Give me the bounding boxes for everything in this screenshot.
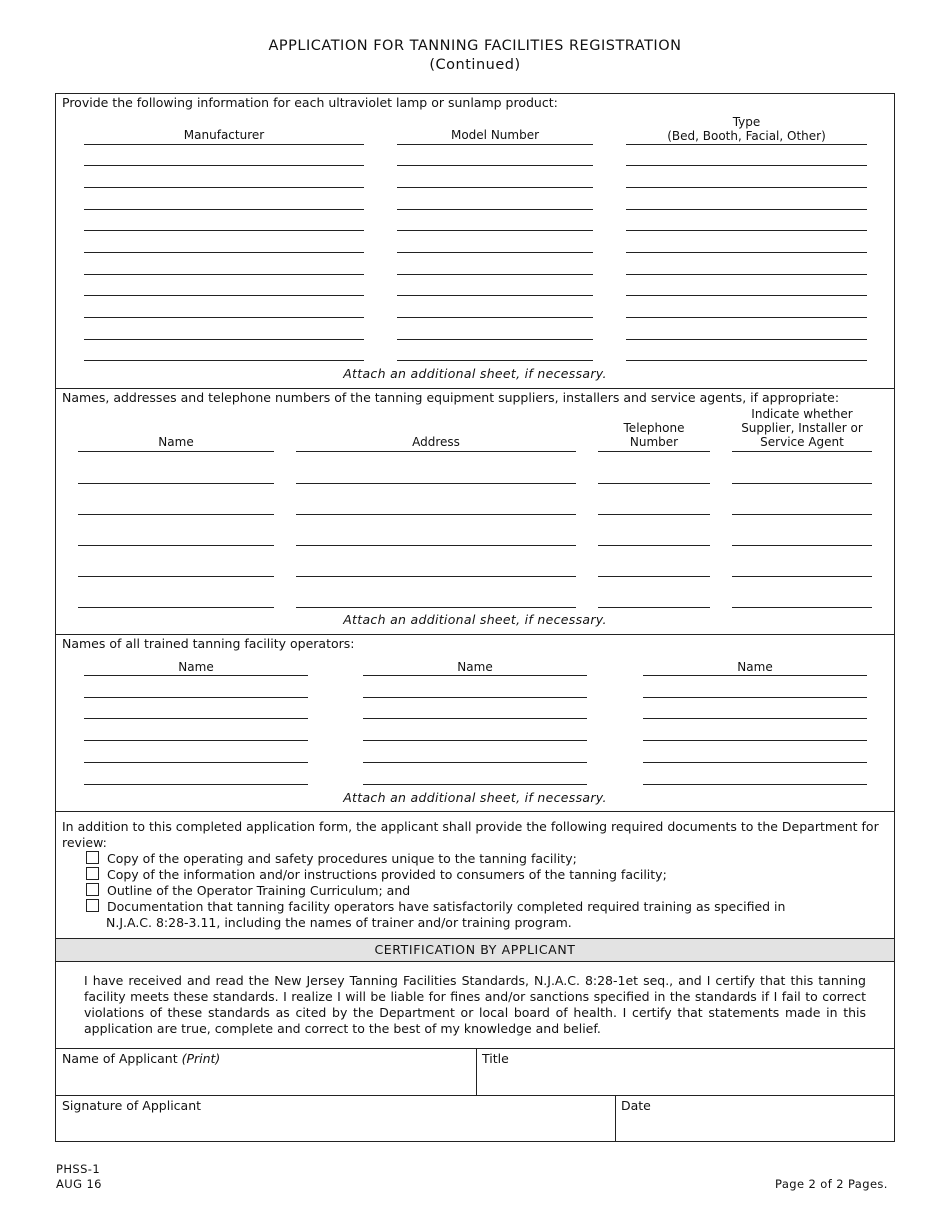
documents-section — [55, 811, 895, 939]
lamp-entry-line[interactable] — [626, 187, 867, 188]
supplier-attach-note: Attach an additional sheet, if necessary. — [343, 612, 607, 627]
operator-entry-line[interactable] — [84, 675, 308, 676]
operator-entry-line[interactable] — [363, 675, 587, 676]
document-item-continued: N.J.A.C. 8:28-3.11, including the names of trainer and/or training program. — [106, 915, 572, 930]
lamp-entry-line[interactable] — [626, 339, 867, 340]
document-item: Copy of the information and/or instructions provided to consumers of the tanning facility; — [86, 867, 667, 882]
title-label: Title — [482, 1051, 509, 1066]
col-role-line1: Indicate whether — [751, 407, 853, 421]
lamp-entry-line[interactable] — [397, 144, 593, 145]
lamp-entry-line[interactable] — [626, 252, 867, 253]
col-phone-line2: Number — [629, 435, 679, 449]
applicant-name-field[interactable] — [56, 1049, 477, 1096]
lamp-entry-line[interactable] — [626, 317, 867, 318]
documents-intro-line2: review: — [62, 835, 107, 850]
operator-entry-line[interactable] — [643, 718, 867, 719]
supplier-entry-line[interactable] — [732, 483, 872, 484]
lamp-attach-note: Attach an additional sheet, if necessary. — [343, 366, 607, 381]
col-supplier-name: Name — [158, 435, 194, 449]
operator-entry-line[interactable] — [643, 784, 867, 785]
lamp-entry-line[interactable] — [84, 209, 364, 210]
lamp-entry-line[interactable] — [397, 252, 593, 253]
supplier-entry-line[interactable] — [732, 545, 872, 546]
operator-entry-line[interactable] — [643, 697, 867, 698]
operator-entry-line[interactable] — [84, 697, 308, 698]
lamp-entry-line[interactable] — [84, 317, 364, 318]
lamp-entry-line[interactable] — [84, 252, 364, 253]
supplier-entry-line[interactable] — [296, 451, 576, 452]
operator-entry-line[interactable] — [363, 718, 587, 719]
form-subtitle: (Continued) — [429, 57, 521, 73]
col-supplier-address: Address — [412, 435, 460, 449]
supplier-entry-line[interactable] — [732, 576, 872, 577]
supplier-entry-line[interactable] — [296, 483, 576, 484]
operator-entry-line[interactable] — [643, 675, 867, 676]
applicant-name-label: Name of Applicant (Print) — [62, 1051, 221, 1066]
lamp-intro: Provide the following information for each ultraviolet lamp or sunlamp product: — [62, 95, 558, 110]
supplier-entry-line[interactable] — [296, 545, 576, 546]
col-manufacturer: Manufacturer — [183, 128, 265, 142]
date-label: Date — [621, 1098, 651, 1113]
operator-entry-line[interactable] — [84, 718, 308, 719]
supplier-entry-line[interactable] — [78, 576, 274, 577]
supplier-entry-line[interactable] — [598, 483, 710, 484]
lamp-entry-line[interactable] — [84, 339, 364, 340]
lamp-entry-line[interactable] — [84, 295, 364, 296]
supplier-entry-line[interactable] — [296, 576, 576, 577]
supplier-entry-line[interactable] — [296, 514, 576, 515]
document-checkbox[interactable] — [86, 867, 99, 880]
supplier-entry-line[interactable] — [598, 545, 710, 546]
supplier-entry-line[interactable] — [78, 545, 274, 546]
lamp-entry-line[interactable] — [626, 165, 867, 166]
name-title-row — [55, 1048, 895, 1096]
lamp-entry-line[interactable] — [397, 187, 593, 188]
col-type-line1: Type — [732, 115, 761, 129]
lamp-entry-line[interactable] — [626, 295, 867, 296]
signature-field[interactable] — [56, 1096, 616, 1141]
lamp-entry-line[interactable] — [626, 230, 867, 231]
supplier-entry-line[interactable] — [78, 451, 274, 452]
document-item: Copy of the operating and safety procedures unique to the tanning facility; — [86, 851, 577, 866]
supplier-entry-line[interactable] — [732, 514, 872, 515]
lamp-entry-line[interactable] — [397, 209, 593, 210]
documents-intro-line1: In addition to this completed application form, the applicant shall provide the following required documents to the Department for — [62, 819, 879, 834]
col-model-number: Model Number — [450, 128, 540, 142]
operator-attach-note: Attach an additional sheet, if necessary. — [343, 790, 607, 805]
signature-label: Signature of Applicant — [62, 1098, 202, 1113]
lamp-entry-line[interactable] — [84, 187, 364, 188]
supplier-entry-line[interactable] — [598, 514, 710, 515]
operator-entry-line[interactable] — [363, 740, 587, 741]
supplier-entry-line[interactable] — [78, 607, 274, 608]
signature-date-row — [55, 1095, 895, 1142]
supplier-entry-line[interactable] — [598, 576, 710, 577]
lamp-entry-line[interactable] — [84, 230, 364, 231]
lamp-entry-line[interactable] — [84, 165, 364, 166]
certification-statement: I have received and read the New Jersey Tanning Facilities Standards, N.J.A.C. 8:28-1et seq., and I certify that this tanning facility meets these standards. I realize I will be liable for fines and/or sanctions specified in the standards if I fail to correct violations of these standards as cited by the Department or local board of health. I certify that statements made in this application are true, complete and correct to the best of my knowledge and belief. — [84, 973, 866, 1036]
operator-entry-line[interactable] — [643, 762, 867, 763]
operator-entry-line[interactable] — [643, 740, 867, 741]
document-checkbox[interactable] — [86, 883, 99, 896]
lamp-entry-line[interactable] — [397, 230, 593, 231]
supplier-entry-line[interactable] — [78, 514, 274, 515]
lamp-entry-line[interactable] — [626, 360, 867, 361]
lamp-entry-line[interactable] — [397, 360, 593, 361]
col-role-line2: Supplier, Installer or — [741, 421, 863, 435]
supplier-entry-line[interactable] — [598, 451, 710, 452]
form-id: PHSS-1 — [56, 1162, 101, 1176]
form-revision: AUG 16 — [56, 1177, 102, 1191]
lamp-entry-line[interactable] — [397, 274, 593, 275]
form-title: APPLICATION FOR TANNING FACILITIES REGISTRATION — [268, 38, 682, 54]
col-role-line3: Service Agent — [760, 435, 844, 449]
operator-entry-line[interactable] — [84, 784, 308, 785]
lamp-entry-line[interactable] — [397, 295, 593, 296]
document-checkbox[interactable] — [86, 851, 99, 864]
lamp-entry-line[interactable] — [84, 274, 364, 275]
lamp-entry-line[interactable] — [397, 317, 593, 318]
lamp-entry-line[interactable] — [397, 339, 593, 340]
operator-entry-line[interactable] — [363, 784, 587, 785]
lamp-entry-line[interactable] — [84, 144, 364, 145]
col-operator-name-3: Name — [737, 660, 773, 674]
operator-entry-line[interactable] — [363, 762, 587, 763]
document-checkbox[interactable] — [86, 899, 99, 912]
lamp-section — [55, 93, 895, 389]
lamp-entry-line[interactable] — [84, 360, 364, 361]
supplier-entry-line[interactable] — [598, 607, 710, 608]
supplier-entry-line[interactable] — [296, 607, 576, 608]
lamp-entry-line[interactable] — [626, 274, 867, 275]
supplier-entry-line[interactable] — [732, 607, 872, 608]
operator-entry-line[interactable] — [84, 740, 308, 741]
col-type-line2: (Bed, Booth, Facial, Other) — [667, 129, 826, 143]
lamp-entry-line[interactable] — [397, 165, 593, 166]
operator-entry-line[interactable] — [84, 762, 308, 763]
supplier-intro: Names, addresses and telephone numbers of the tanning equipment suppliers, installers and service agents, if appropriate: — [62, 390, 840, 405]
operator-entry-line[interactable] — [363, 697, 587, 698]
title-field[interactable] — [476, 1049, 894, 1096]
col-operator-name-1: Name — [178, 660, 214, 674]
document-item: Documentation that tanning facility operators have satisfactorily completed required training as specified in — [86, 899, 785, 914]
operator-section — [55, 634, 895, 812]
certification-heading: CERTIFICATION BY APPLICANT — [55, 938, 895, 962]
supplier-entry-line[interactable] — [78, 483, 274, 484]
supplier-section — [55, 388, 895, 635]
operator-intro: Names of all trained tanning facility operators: — [62, 636, 355, 651]
document-item: Outline of the Operator Training Curriculum; and — [86, 883, 410, 898]
lamp-entry-line[interactable] — [626, 209, 867, 210]
lamp-entry-line[interactable] — [626, 144, 867, 145]
col-operator-name-2: Name — [457, 660, 493, 674]
col-phone-line1: Telephone — [623, 421, 685, 435]
page-number: Page 2 of 2 Pages. — [775, 1177, 888, 1191]
date-field[interactable] — [615, 1096, 894, 1141]
supplier-entry-line[interactable] — [732, 451, 872, 452]
